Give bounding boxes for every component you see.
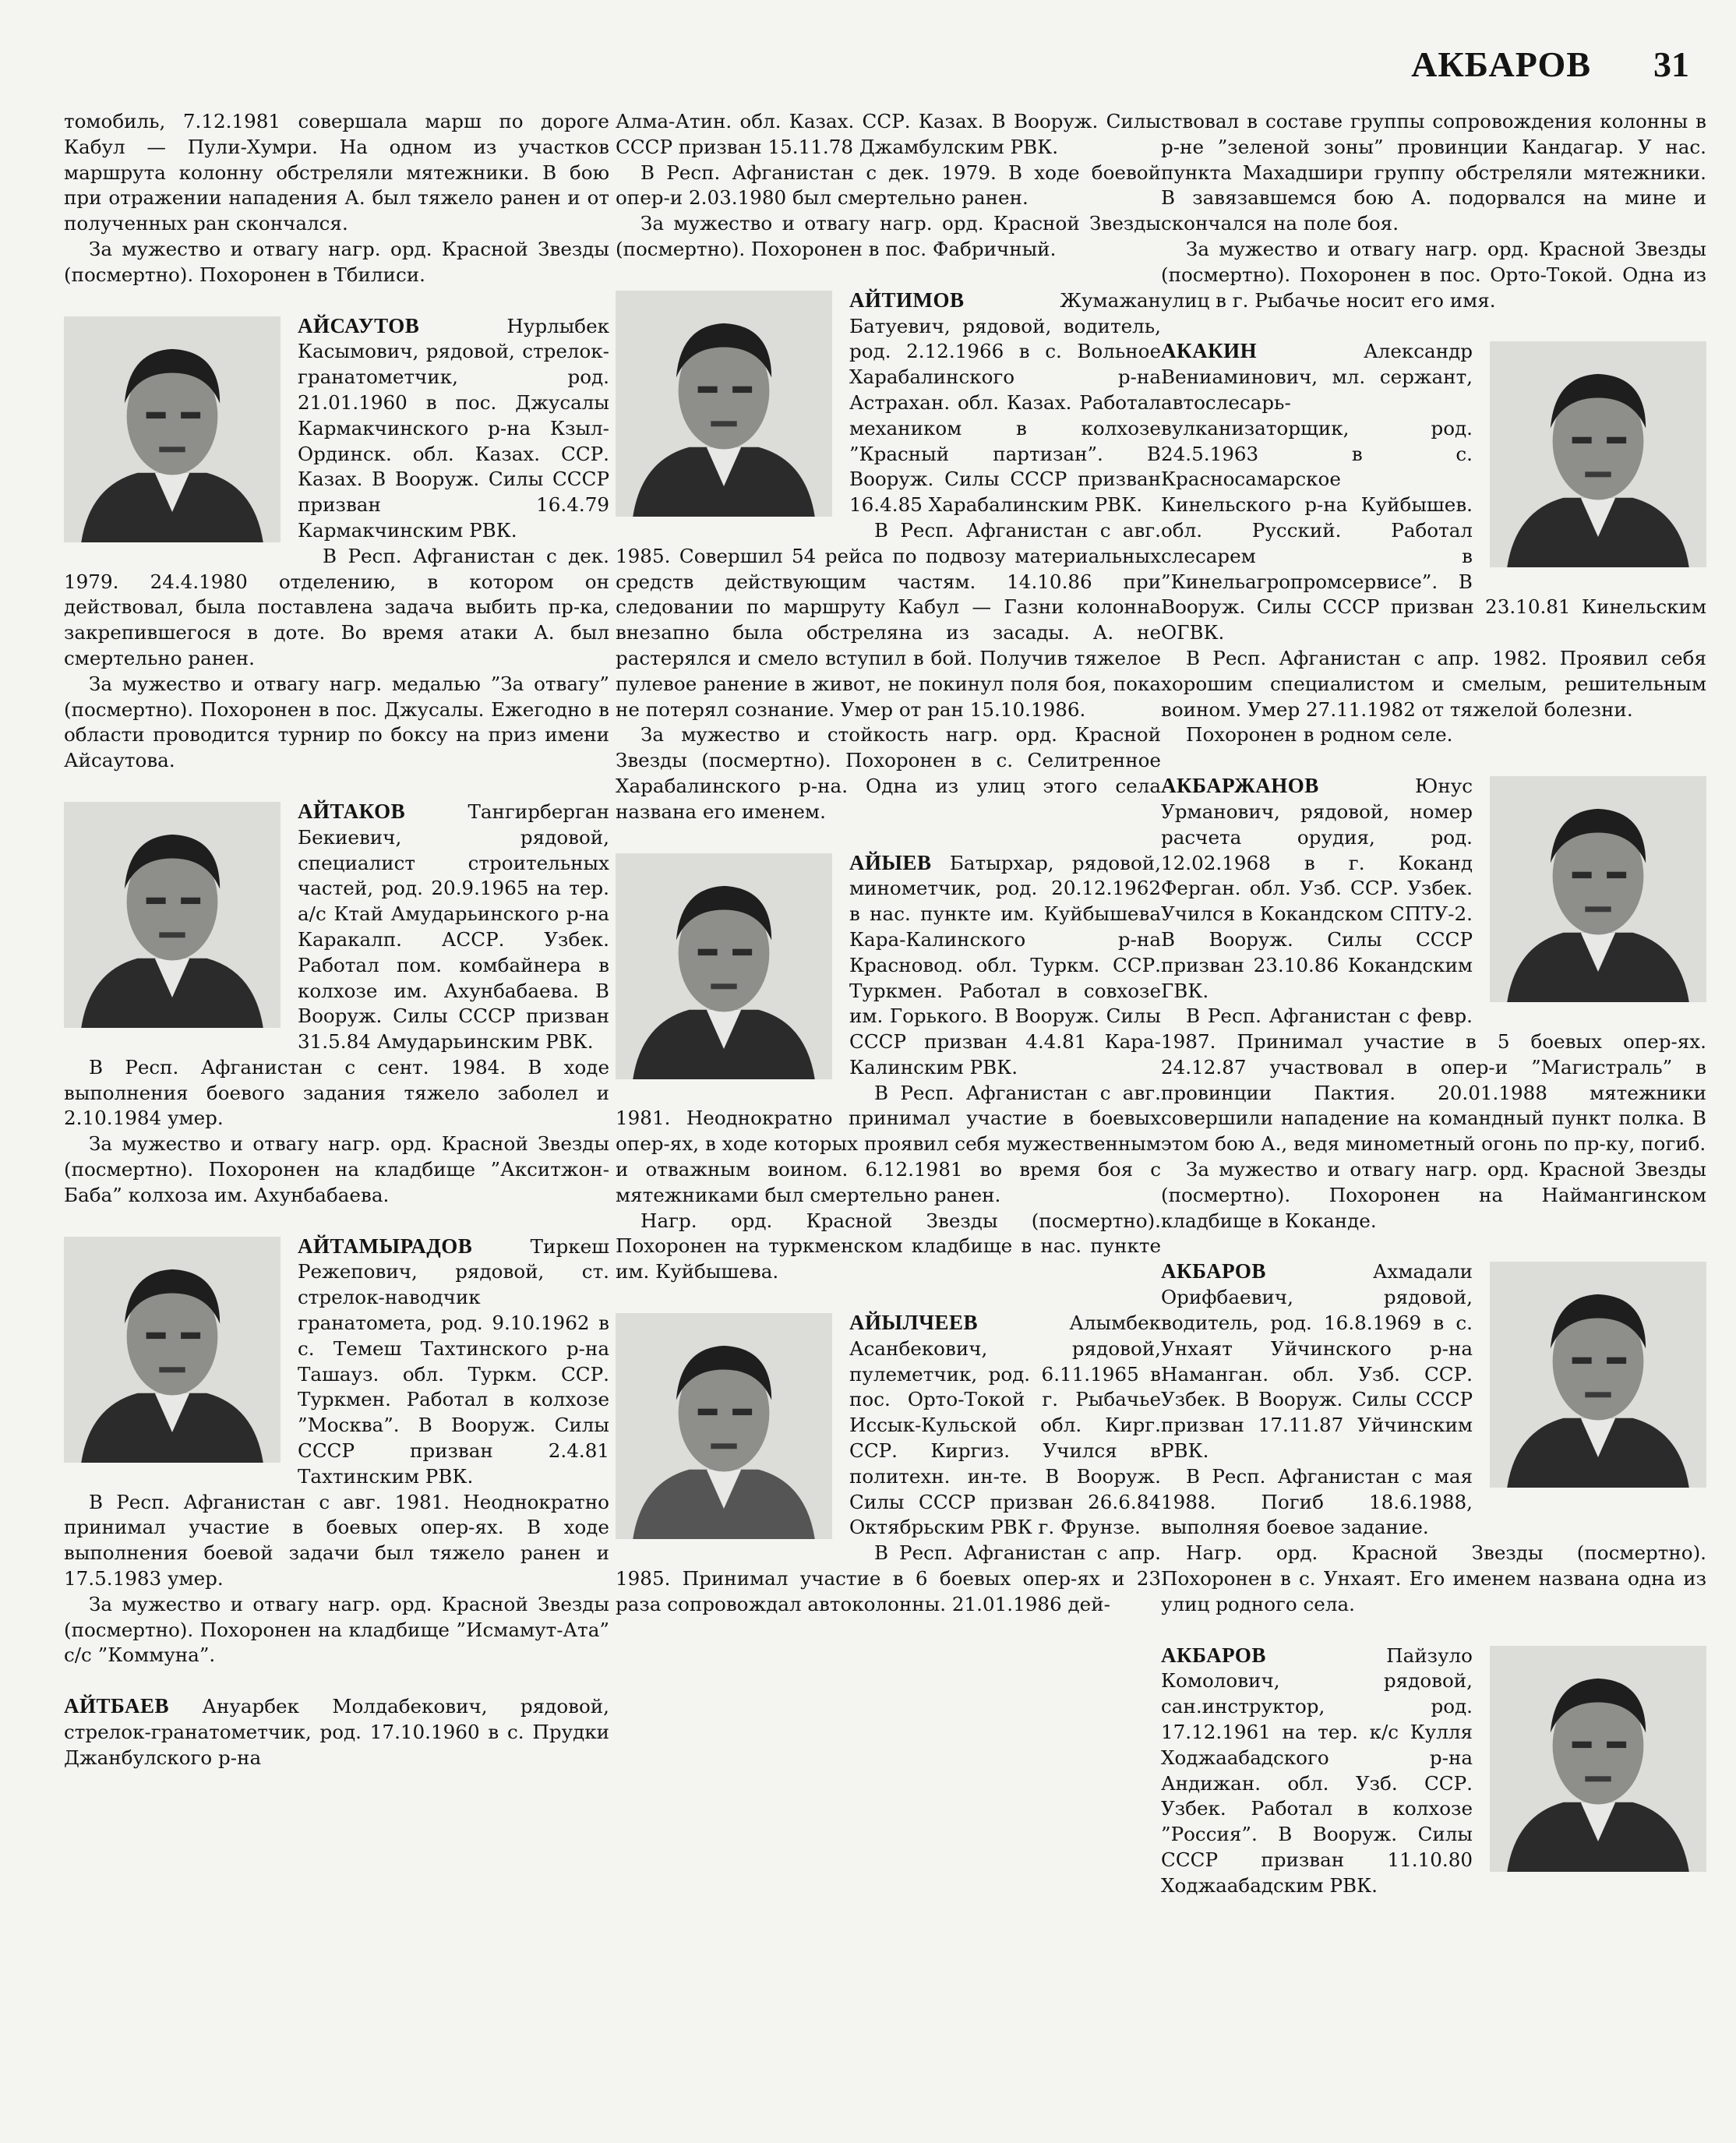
entry-akbarzhanov bbox=[1161, 773, 1706, 1234]
entry-award: За мужество и стойкость нагр. орд. Красной Звезды (посмертно). Похоронен в с. Селитренное Харабалинского р-на. Одна из улиц этого села названа его именем. bbox=[616, 723, 1161, 823]
entry-aytamyradov bbox=[64, 1234, 609, 1669]
portrait-photo bbox=[1490, 1646, 1706, 1872]
entry-text: томобиль, 7.12.1981 совершала марш по дороге Кабул — Пули-Хумри. На одном из участков маршрута колонну обстреляли мятежники. В бою при отражении нападения А. был тяжело ранен и от полученных ран скончался. bbox=[64, 110, 609, 235]
entry-ayyev bbox=[616, 850, 1161, 1286]
entry-award: За мужество и отвагу нагр. орд. Красной Звезды (посмертно). Похоронен в пос. Орто-Токой. Одна из улиц в г. Рыбачье носит его имя. bbox=[1161, 237, 1706, 312]
entry-award: Нагр. орд. Красной Звезды (посмертно). Похоронен на туркменском кладбище в нас. пункте им. Куйбышева. bbox=[616, 1209, 1161, 1283]
entry-award: За мужество и отвагу нагр. орд. Красной Звезды (посмертно). Похоронен на Наймангинском кладбище в Коканде. bbox=[1161, 1158, 1706, 1232]
portrait-photo bbox=[616, 1313, 832, 1539]
entry-name: АЙТИМОВ bbox=[849, 288, 965, 312]
portrait-photo bbox=[64, 316, 281, 542]
entry-service: ствовал в составе группы сопровождения колонны в р-не ”зеленой зоны” провинции Кандагар. У нас. пункта Махадшири группу обстреляли мятежники. В завязавшемся бою А. подорвался на мине и скончался на поле боя. bbox=[1161, 110, 1706, 235]
entry-bio: Ахмадали Орифбаевич, рядовой, водитель, род. 16.8.1969 в с. Унхаят Уйчинского р-на Наманган. обл. Узб. ССР. Узбек. В Вооруж. Силы СССР призван 17.11.87 Уйчинским РВК. bbox=[1161, 1260, 1473, 1463]
entry-service: В Респ. Афганистан с апр. 1982. Проявил себя хорошим специалистом и смелым, решительным воином. Умер 27.11.1982 от тяжелой болезни. bbox=[1161, 646, 1706, 721]
entry-bio: Пайзуло Комолович, рядовой, сан.инструктор, род. 17.12.1961 на тер. к/с Кулля Ходжаабадского р-на Андижан. обл. Узб. ССР. Узбек. Работал в колхозе ”Россия”. В Вооруж. Силы СССР призван 11.10.80 Ходжаабадским РВК. bbox=[1161, 1643, 1473, 1897]
entry-aytimov bbox=[616, 288, 1161, 825]
entry-bio: Алымбек Асанбекович, рядовой, пулеметчик, род. 6.11.1965 в пос. Орто-Токой г. Рыбачье Иссык-Кульской обл. Кирг. ССР. Киргиз. Учился в политехн. ин-те. В Вооруж. Силы СССР призван 26.6.84 Октябрьским РВК г. Фрунзе. bbox=[849, 1312, 1161, 1539]
entry-service: В Респ. Афганистан с авг. 1981. Неоднократно принимал участие в боевых опер-ях. В ходе выполнения боевой задачи был тяжело ранен и 17.5.1983 умер. bbox=[64, 1490, 609, 1590]
entry-name: АЙТБАЕВ bbox=[64, 1694, 170, 1718]
entry-service: В Респ. Афганистан с дек. 1979. В ходе боевой опер-и 2.03.1980 был смертельно ранен. bbox=[616, 161, 1161, 210]
entry-award: Нагр. орд. Красной Звезды (посмертно). Похоронен в с. Унхаят. Его именем названа одна из улиц родного села. bbox=[1161, 1541, 1706, 1615]
entry-aytbaev bbox=[64, 1693, 609, 1771]
entry-bio: Ануарбек Молдабекович, рядовой, стрелок-гранатометчик, род. 17.10.1960 в с. Прудки Джанбулского р-на bbox=[64, 1695, 609, 1769]
running-head: АКБАРОВ bbox=[1411, 44, 1591, 84]
entry-name: АКБАРОВ bbox=[1161, 1643, 1266, 1667]
entry-aylcheev bbox=[616, 1310, 1161, 1618]
entry-bio: Нурлыбек Касымович, рядовой, стрелок-гранатометчик, род. 21.01.1960 в пос. Джусалы Кармакчинского р-на Кзыл-Ординск. обл. Казах. ССР. Казах. В Вооруж. Силы СССР призван 16.4.79 Кармакчинским РВК. bbox=[298, 314, 609, 542]
entry-service: В Респ. Афганистан с авг. 1981. Неоднократно принимал участие в боевых опер-ях, в ходе которых проявил себя мужественным и отважным воином. 6.12.1981 во время боя с мятежниками был смертельно ранен. bbox=[616, 1081, 1161, 1206]
column-2 bbox=[616, 109, 1161, 1618]
column-3 bbox=[1161, 109, 1706, 1899]
entry-award: Похоронен в родном селе. bbox=[1186, 723, 1453, 747]
entry-service: В Респ. Афганистан с мая 1988. Погиб 18.6.1988, выполняя боевое задание. bbox=[1161, 1464, 1473, 1539]
entry-name: АКБАРОВ bbox=[1161, 1259, 1266, 1283]
entry-name: АЙЫЕВ bbox=[849, 850, 932, 874]
entry-service: В Респ. Афганистан с авг. 1985. Совершил 54 рейса по подвозу материальных средств действующим частям. 14.10.86 при следовании по маршруту Кабул — Газни колонна внезапно была обстреляна из засады. А. не растерялся и смело вступил в бой. Получив тяжелое пулевое ранение в живот, не покинул поля боя, пока не потерял сознание. Умер от ран 15.10.1986. bbox=[616, 518, 1161, 721]
entry-award: За мужество и отвагу нагр. орд. Красной Звезды (посмертно). Похоронен в Тбилиси. bbox=[64, 237, 609, 286]
entry-name: АКАКИН bbox=[1161, 339, 1258, 363]
entry-aylcheev-continued bbox=[1161, 109, 1706, 313]
entry-award: За мужество и отвагу нагр. орд. Красной Звезды (посмертно). Похоронен в пос. Фабричный. bbox=[616, 212, 1161, 260]
entry-service: В Респ. Афганистан с апр. 1985. Принимал участие в 6 боевых опер-ях и 23 раза сопровождал автоколонны. 21.01.1986 дей- bbox=[616, 1541, 1161, 1615]
entry-bio: Алма-Атин. обл. Казах. ССР. Казах. В Вооруж. Силы СССР призван 15.11.78 Джамбулским РВК. bbox=[616, 110, 1161, 158]
portrait-photo bbox=[64, 1237, 281, 1463]
entry-name: АЙСАУТОВ bbox=[298, 313, 420, 337]
entry-bio: Тиркеш Режепович, рядовой, ст. стрелок-наводчик гранатомета, род. 9.10.1962 в с. Темеш Тахтинского р-на Ташауз. обл. Туркм. ССР. Туркмен. Работал в колхозе ”Москва”. В Вооруж. Силы СССР призван 2.4.81 Тахтинским РВК. bbox=[298, 1234, 609, 1488]
entry-bio: Жумажан Батуевич, рядовой, водитель, род. 2.12.1966 в с. Вольное Харабалинского р-на Астрахан. обл. Казах. Работал механиком в колхозе ”Красный партизан”. В Вооруж. Силы СССР призван 16.4.85 Харабалинским РВК. bbox=[849, 288, 1161, 517]
portrait-photo bbox=[64, 802, 281, 1028]
portrait-photo bbox=[616, 291, 832, 517]
entry-aysautov bbox=[64, 313, 609, 774]
entry-service: В Респ. Афганистан с сент. 1984. В ходе выполнения боевого задания тяжело заболел и 2.10.1984 умер. bbox=[64, 1055, 609, 1130]
entry-bio: Тангирберган Бекиевич, рядовой, специалист строительных частей, род. 20.9.1965 на тер. а/с Ктай Амударьинского р-на Каракалп. АССР. Узбек. Работал пом. комбайнера в колхозе им. Ахунбабаева. В Вооруж. Силы СССР призван 31.5.84 Амударьинским РВК. bbox=[298, 800, 609, 1054]
page-number: 31 bbox=[1653, 44, 1689, 84]
entry-name: АЙЫЛЧЕЕВ bbox=[849, 1311, 978, 1335]
portrait-photo bbox=[1490, 341, 1706, 567]
entry-akakin bbox=[1161, 338, 1706, 748]
entry-aytbaev-continued bbox=[616, 109, 1161, 263]
entry-akbarov-akhmadali bbox=[1161, 1259, 1706, 1617]
entry-name: АЙТАКОВ bbox=[298, 799, 406, 823]
entry-service: В Респ. Афганистан с дек. 1979. 24.4.1980 отделению, в котором он действовал, была поставлена задача выбить пр-ка, закрепившегося в доте. Во время атаки А. был смертельно ранен. bbox=[64, 544, 609, 669]
entry-award: За мужество и отвагу нагр. орд. Красной Звезды (посмертно). Похоронен на кладбище ”Исмамут-Ата” с/с ”Коммуна”. bbox=[64, 1592, 609, 1667]
column-1 bbox=[64, 109, 609, 1771]
entry-service: В Респ. Афганистан с февр. 1987. Принимал участие в 5 боевых опер-ях. 24.12.87 участвовал в опер-и ”Магистраль” в провинции Пактия. 20.01.1988 мятежники совершили нападение на командный пункт полка. В этом бою А., ведя минометный огонь по пр-ку, погиб. bbox=[1161, 1004, 1706, 1156]
entry-name: АКБАРЖАНОВ bbox=[1161, 774, 1319, 798]
entry-bio: Батырхар, рядовой, минометчик, род. 20.12.1962 в нас. пункте им. Куйбышева Кара-Калинского р-на Красновод. обл. Туркм. ССР. Туркмен. Работал в совхозе им. Горького. В Вооруж. Силы СССР призван 4.4.81 Кара-Калинским РВК. bbox=[849, 851, 1161, 1079]
entry-name: АЙТАМЫРАДОВ bbox=[298, 1234, 473, 1258]
entry-bio: Александр Вениаминович, мл. сержант, автослесарь-вулканизаторщик, род. 24.5.1963 в с. Красносамарское Кинельского р-на Куйбышев. обл. Русский. Работал слесарем в ”Кинельагропромсервисе”. В Вооруж. Силы СССР призван 23.10.81 Кинельским ОГВК. bbox=[1161, 340, 1706, 644]
entry-bio: Юнус Урманович, рядовой, номер расчета орудия, род. 12.02.1968 в г. Коканд Ферган. обл. Узб. ССР. Узбек. Учился в Кокандском СПТУ-2. В Вооруж. Силы СССР призван 23.10.86 Кокандским ГВК. bbox=[1161, 775, 1473, 1002]
portrait-photo bbox=[1490, 776, 1706, 1002]
entry-continuation bbox=[64, 109, 609, 288]
entry-award: За мужество и отвагу нагр. медалью ”За отвагу” (посмертно). Похоронен в пос. Джусалы. Ежегодно в области проводится турнир по боксу на приз имени Айсаутова. bbox=[64, 672, 609, 772]
entry-akbarov-payzulo bbox=[1161, 1643, 1706, 1899]
portrait-photo bbox=[616, 853, 832, 1079]
portrait-photo bbox=[1490, 1262, 1706, 1488]
page-header bbox=[47, 44, 1689, 90]
entry-award: За мужество и отвагу нагр. орд. Красной Звезды (посмертно). Похоронен на кладбище ”Акситжон-Баба” колхоза им. Ахунбабаева. bbox=[64, 1132, 609, 1206]
entry-aytakov bbox=[64, 799, 609, 1209]
